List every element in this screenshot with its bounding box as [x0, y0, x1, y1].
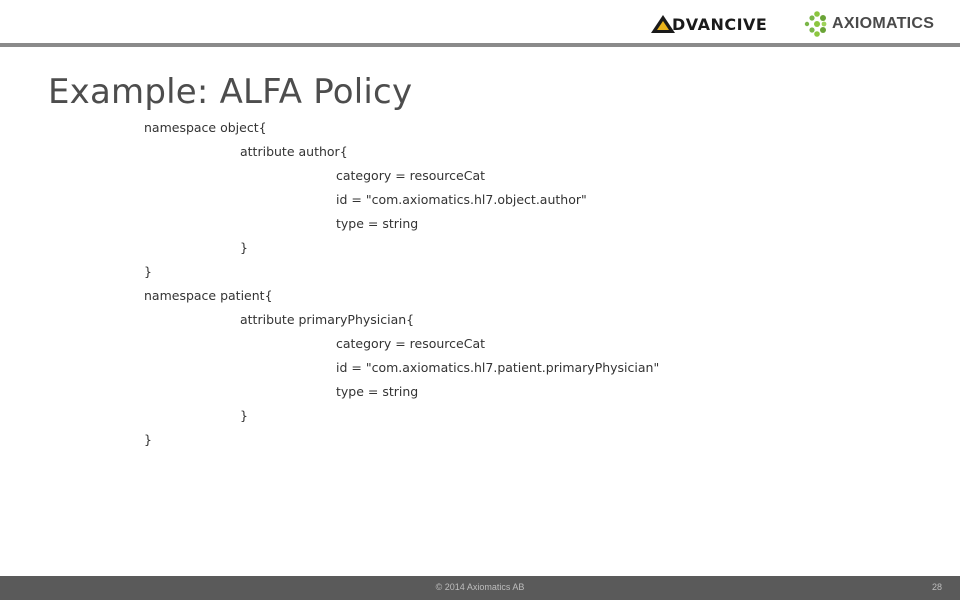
- code-line: attribute primaryPhysician{: [240, 312, 415, 327]
- page-number: 28: [931, 582, 942, 592]
- code-line: }: [240, 240, 248, 255]
- code-line: category = resourceCat: [336, 168, 486, 183]
- advancive-logo-text: DVANCIVE: [672, 14, 768, 34]
- axiomatics-logo: [802, 10, 934, 38]
- code-line: }: [240, 408, 248, 423]
- axiomatics-logo-text: AXIOMATICS: [832, 15, 935, 32]
- footer-bar: [0, 576, 960, 600]
- code-line: type = string: [336, 384, 419, 399]
- code-line: }: [144, 264, 152, 279]
- axiomatics-cube-icon: [802, 10, 828, 38]
- footer-copyright: © 2014 Axiomatics AB: [435, 582, 525, 592]
- header-bar: [0, 0, 960, 47]
- code-line: attribute author{: [240, 144, 348, 159]
- code-line: id = "com.axiomatics.hl7.object.author": [336, 192, 587, 207]
- code-line: category = resourceCat: [336, 336, 486, 351]
- slide-title: Example: ALFA Policy: [48, 72, 413, 112]
- code-line: id = "com.axiomatics.hl7.patient.primaryPhysician": [336, 360, 660, 375]
- advancive-logo: [650, 13, 767, 35]
- code-line: }: [144, 432, 152, 447]
- code-line: type = string: [336, 216, 419, 231]
- code-line: namespace object{: [144, 120, 267, 135]
- code-line: namespace patient{: [144, 288, 273, 303]
